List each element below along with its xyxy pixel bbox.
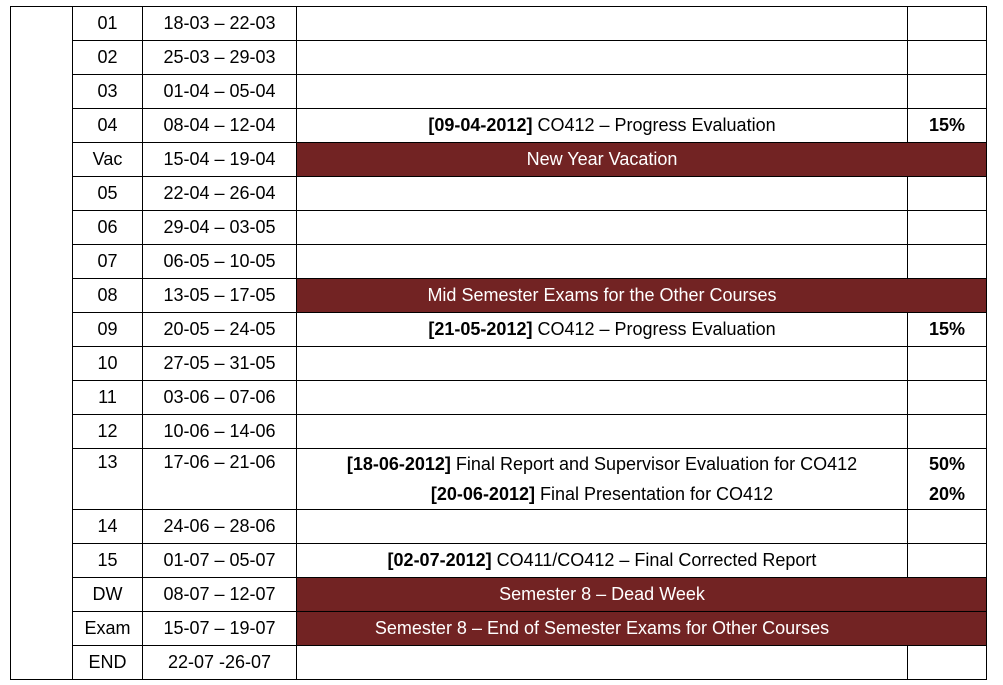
date-range-cell: 22-07 -26-07: [143, 646, 297, 680]
week-cell: 01: [73, 7, 143, 41]
weight-cell: [908, 578, 987, 612]
schedule-row: [11, 510, 987, 544]
event-cell: [297, 143, 908, 177]
date-range-cell: 15-07 – 19-07: [143, 612, 297, 646]
schedule-row: [11, 279, 987, 313]
schedule-row: [11, 143, 987, 177]
date-range-cell: 22-04 – 26-04: [143, 177, 297, 211]
date-range-cell: 24-06 – 28-06: [143, 510, 297, 544]
date-range-cell: 25-03 – 29-03: [143, 41, 297, 75]
event-line: [297, 319, 907, 340]
event-cell: [297, 41, 908, 75]
date-range-cell: 17-06 – 21-06: [143, 449, 297, 510]
schedule-row: [11, 7, 987, 41]
week-cell: 12: [73, 415, 143, 449]
date-range-cell: 08-07 – 12-07: [143, 578, 297, 612]
event-cell: [297, 544, 908, 578]
schedule-row: [11, 109, 987, 143]
schedule-row: [11, 211, 987, 245]
weight-value: 50%: [928, 454, 966, 474]
week-cell: Exam: [73, 612, 143, 646]
event-cell: [297, 578, 908, 612]
event-cell: [297, 612, 908, 646]
event-cell: [297, 279, 908, 313]
weight-cell: [908, 143, 987, 177]
weight-cell: [908, 449, 987, 510]
week-cell: 13: [73, 449, 143, 510]
schedule-row: [11, 646, 987, 680]
week-cell: 09: [73, 313, 143, 347]
weight-cell: [908, 41, 987, 75]
event-cell: [297, 75, 908, 109]
event-date: [21-05-2012]: [428, 319, 533, 339]
week-cell: 07: [73, 245, 143, 279]
event-text: CO412 – Progress Evaluation: [532, 319, 776, 339]
date-range-cell: 01-04 – 05-04: [143, 75, 297, 109]
event-text: Final Report and Supervisor Evaluation for CO412: [450, 454, 858, 474]
schedule-row: [11, 415, 987, 449]
event-cell: [297, 211, 908, 245]
schedule-wrapper: [10, 6, 986, 680]
event-date: [02-07-2012]: [387, 550, 492, 570]
event-line: [297, 149, 907, 170]
week-cell: 05: [73, 177, 143, 211]
date-range-cell: 10-06 – 14-06: [143, 415, 297, 449]
week-cell: Vac: [73, 143, 143, 177]
weight-cell: [908, 7, 987, 41]
schedule-row: [11, 313, 987, 347]
week-cell: END: [73, 646, 143, 680]
date-range-cell: 27-05 – 31-05: [143, 347, 297, 381]
date-range-cell: 08-04 – 12-04: [143, 109, 297, 143]
event-text: CO411/CO412 – Final Corrected Report: [491, 550, 817, 570]
event-cell: [297, 347, 908, 381]
event-text: Mid Semester Exams for the Other Courses: [427, 285, 777, 305]
weight-value: 15%: [928, 319, 966, 339]
event-text: CO412 – Progress Evaluation: [532, 115, 776, 135]
weight-cell: [908, 313, 987, 347]
event-line: [297, 115, 907, 136]
week-cell: 02: [73, 41, 143, 75]
schedule-row: [11, 381, 987, 415]
schedule-body: [11, 7, 987, 680]
event-line: [297, 449, 907, 479]
weight-cell: [908, 245, 987, 279]
schedule-row: [11, 41, 987, 75]
weight-value: 15%: [928, 115, 966, 135]
weight-cell: [908, 109, 987, 143]
semester-schedule-table: [10, 6, 987, 680]
week-cell: DW: [73, 578, 143, 612]
event-text: Final Presentation for CO412: [534, 484, 774, 504]
event-cell: [297, 245, 908, 279]
event-line: [297, 479, 907, 509]
date-range-cell: 15-04 – 19-04: [143, 143, 297, 177]
weight-cell: [908, 279, 987, 313]
event-date: [20-06-2012]: [430, 484, 535, 504]
schedule-row: [11, 544, 987, 578]
weight-cell: [908, 177, 987, 211]
week-cell: 06: [73, 211, 143, 245]
event-cell: [297, 381, 908, 415]
event-line: [297, 285, 907, 306]
date-range-cell: 13-05 – 17-05: [143, 279, 297, 313]
event-cell: [297, 449, 908, 510]
date-range-cell: 03-06 – 07-06: [143, 381, 297, 415]
event-date: [09-04-2012]: [428, 115, 533, 135]
event-text: Semester 8 – Dead Week: [499, 584, 705, 604]
schedule-row: [11, 347, 987, 381]
event-text: Semester 8 – End of Semester Exams for Other Courses: [374, 618, 830, 638]
week-cell: 10: [73, 347, 143, 381]
date-range-cell: 20-05 – 24-05: [143, 313, 297, 347]
weight-cell: [908, 544, 987, 578]
date-range-cell: 01-07 – 05-07: [143, 544, 297, 578]
weight-cell: [908, 75, 987, 109]
weight-cell: [908, 415, 987, 449]
event-line: [297, 618, 907, 639]
schedule-row: [11, 245, 987, 279]
event-cell: [297, 177, 908, 211]
week-cell: 11: [73, 381, 143, 415]
week-cell: 03: [73, 75, 143, 109]
weight-cell: [908, 646, 987, 680]
weight-cell: [908, 612, 987, 646]
semester-cell: [11, 7, 73, 680]
week-cell: 08: [73, 279, 143, 313]
event-cell: [297, 415, 908, 449]
event-date: [18-06-2012]: [346, 454, 451, 474]
date-range-cell: 06-05 – 10-05: [143, 245, 297, 279]
schedule-row: [11, 449, 987, 510]
schedule-row: [11, 75, 987, 109]
week-cell: 14: [73, 510, 143, 544]
schedule-row: [11, 612, 987, 646]
event-cell: [297, 646, 908, 680]
schedule-row: [11, 578, 987, 612]
week-cell: 04: [73, 109, 143, 143]
event-cell: [297, 510, 908, 544]
date-range-cell: 29-04 – 03-05: [143, 211, 297, 245]
weight-value: 20%: [928, 484, 966, 504]
event-text: New Year Vacation: [526, 149, 678, 169]
event-cell: [297, 313, 908, 347]
weight-cell: [908, 211, 987, 245]
event-cell: [297, 109, 908, 143]
date-range-cell: 18-03 – 22-03: [143, 7, 297, 41]
weight-cell: [908, 347, 987, 381]
week-cell: 15: [73, 544, 143, 578]
schedule-row: [11, 177, 987, 211]
weight-cell: [908, 510, 987, 544]
weight-cell: [908, 381, 987, 415]
event-line: [297, 584, 907, 605]
event-line: [297, 550, 907, 571]
event-cell: [297, 7, 908, 41]
